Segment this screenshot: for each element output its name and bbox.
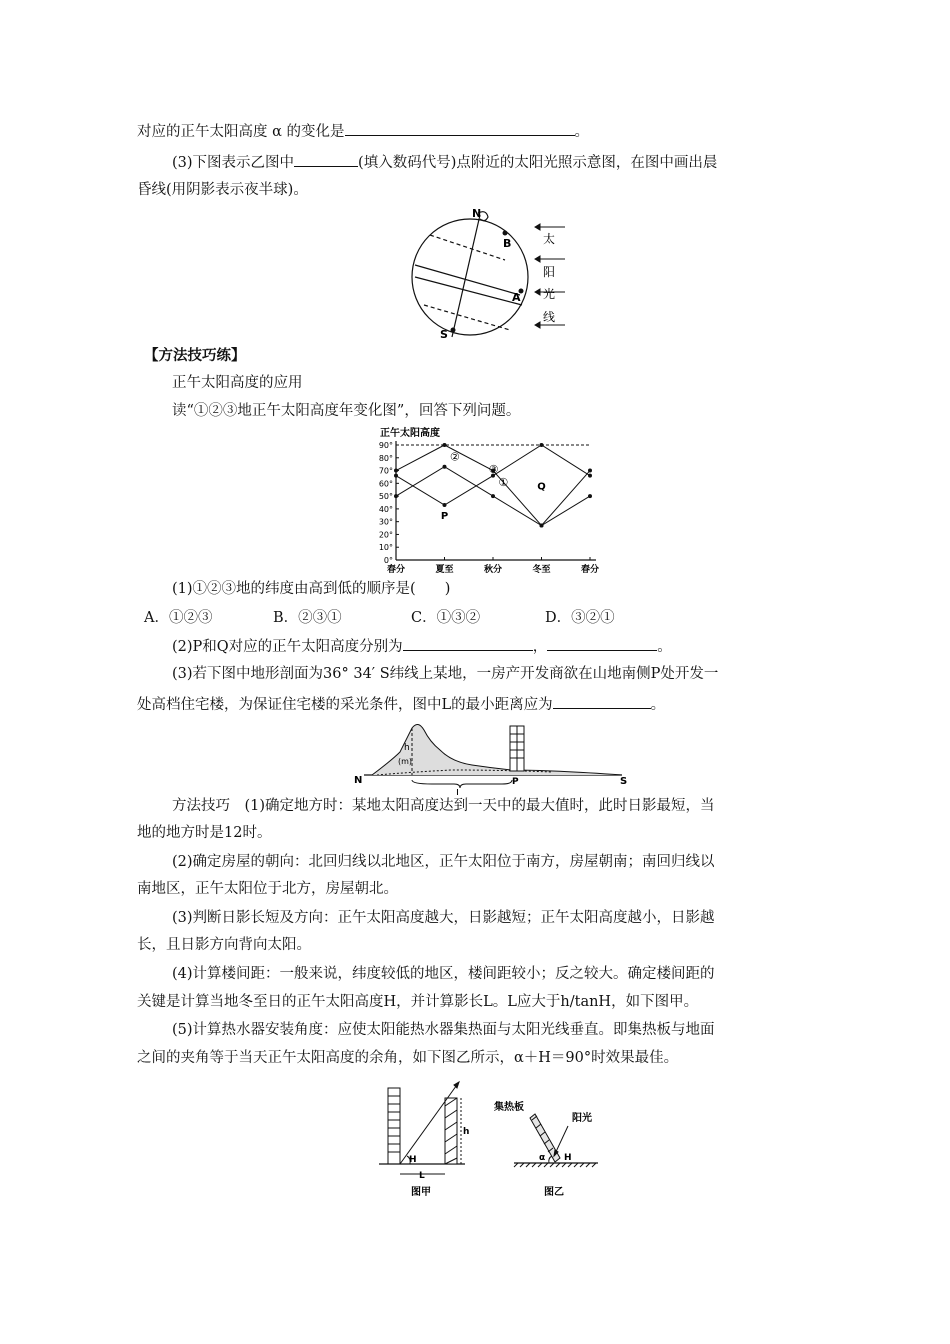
y-tick-label: 80° [378,453,393,463]
annotation-p: P [440,511,449,523]
series-label-3: ③ [488,463,499,477]
sunlight-char: 阳 [543,265,556,279]
text-span: 。 [574,124,590,140]
fig-b-label-alpha: α [539,1153,546,1163]
q1-line: (1)①②③地的纬度由高到低的顺序是( ) [172,581,451,597]
option-b[interactable]: B．②③① [273,610,342,626]
globe-label-n: N [472,207,482,220]
terrain-label-n: N [354,775,363,786]
q2-line [172,636,672,657]
data-point [588,469,592,473]
sunlight-char: 太 [543,232,556,246]
option-c[interactable]: C．①③② [411,610,481,626]
text-span: 对应的正午太阳高度 α 的变化是 [137,124,345,140]
tip-line: 南地区，正午太阳位于北方，房屋朝北。 [137,881,398,897]
text-span: 。 [650,697,666,713]
fig-a-label-l: L [419,1171,425,1181]
data-point [443,443,447,447]
q3b-line-2 [137,694,665,715]
chart-title: 正午太阳高度 [380,428,440,439]
globe-label-a: A [512,291,521,304]
text-line-3: 昏线(用阴影表示夜半球)。 [137,182,308,198]
fig-a-label-h-upper: H [409,1155,417,1165]
x-tick-label: 夏至 [435,565,454,575]
x-tick-label: 冬至 [532,565,551,575]
tip-line: (3)判断日影长短及方向：正午太阳高度越大，日影越短；正午太阳高度越小，日影越 [172,910,715,926]
topic-line: 正午太阳高度的应用 [172,375,303,391]
terrain-label-h: h [404,743,410,753]
terrain-label-l: L [456,788,462,795]
answer-blank[interactable] [345,121,575,136]
x-tick-label: 春分 [386,565,406,575]
terrain-label-m: (m) [398,757,413,766]
text-span: (2)P和Q对应的正午太阳高度分别为 [172,639,403,655]
fig-b-label-sun: 阳光 [572,1113,592,1124]
y-tick-label: 30° [378,517,393,527]
options-line [144,608,615,628]
x-tick-label: 秋分 [483,565,503,575]
y-tick-label: 10° [378,543,393,553]
y-tick-label: 50° [378,492,393,502]
fig-a-label-h-lower: h [463,1127,470,1137]
y-tick-label: 40° [378,504,393,514]
text-line-1 [137,121,589,142]
terrain-label-p: P [512,777,519,787]
text-span: (3)下图表示乙图中 [172,155,295,171]
answer-blank-q[interactable] [547,636,657,651]
read-line: 读“①②③地正午太阳高度年变化图”，回答下列问题。 [172,403,521,419]
y-tick-label: 90° [378,441,393,450]
data-point [443,465,447,469]
y-tick-label: 20° [378,530,393,540]
data-point [394,494,398,498]
tip-line: 之间的夹角等于当天正午太阳高度的余角，如下图乙所示，α＋H＝90°时效果最佳。 [137,1050,679,1066]
text-span: ， [532,639,548,655]
answer-blank-p[interactable] [403,636,533,651]
fig-b-label-h: H [564,1153,572,1163]
fig-a-caption: 图甲 [411,1187,431,1198]
globe-label-s: S [440,328,448,341]
q3b-line-1: (3)若下图中地形剖面为36° 34′ S纬线上某地，一房产开发商欲在山地南侧P处开发一 [172,666,719,682]
answer-blank-l[interactable] [553,694,651,709]
sunlight-char: 光 [543,287,556,301]
tip-line: 关键是计算当地冬至日的正午太阳高度H，并计算影长L。L应大于h/tanH，如下图甲。 [137,994,699,1010]
figure-b [492,1098,612,1198]
option-a[interactable]: A．①②③ [144,610,213,626]
text-span: 处高档住宅楼，为保证住宅楼的采光条件，图中L的最小距离应为 [137,697,553,713]
noon-altitude-chart [368,426,610,578]
answer-blank[interactable] [294,152,358,167]
data-point [540,443,544,447]
text-span: (填入数码代号)点附近的太阳光照示意图，在图中画出晨 [358,155,718,171]
tip-line: 长，且日影方向背向太阳。 [137,937,311,953]
fig-b-caption: 图乙 [544,1187,564,1198]
terrain-profile [352,720,634,795]
tip-line: (5)计算热水器安装角度：应使太阳能热水器集热面与太阳光线垂直。即集热板与地面 [172,1022,715,1038]
section-title: 【方法技巧练】 [144,347,246,364]
data-point [588,474,592,478]
fig-b-label-panel: 集热板 [494,1102,524,1113]
y-tick-label: 60° [378,479,393,489]
data-point [394,474,398,478]
series-label-2: ② [449,450,460,464]
data-point [540,524,544,528]
series-label-1: ① [498,475,509,489]
y-tick-label: 0° [383,556,393,565]
text-line-2 [172,152,717,173]
data-point [588,494,592,498]
tip-line: (4)计算楼间距：一般来说，纬度较低的地区，楼间距较小；反之较大。确定楼间距的 [172,966,715,982]
tip-line: (2)确定房屋的朝向：北回归线以北地区，正午太阳位于南方，房屋朝南；南回归线以 [172,854,715,870]
tip-line: 地的地方时是12时。 [137,825,272,841]
tip-line: 方法技巧 (1)确定地方时：某地太阳高度达到一天中的最大值时，此时日影最短，当 [172,798,715,814]
x-tick-label: 春分 [580,565,600,575]
globe-label-b: B [503,237,512,250]
option-d[interactable]: D．③②① [545,610,615,626]
annotation-q: Q [537,481,546,493]
data-point [491,494,495,498]
text-span: 。 [657,639,672,655]
data-point [443,503,447,507]
y-tick-label: 70° [378,466,393,476]
terrain-label-s: S [620,776,628,787]
globe-figure [410,205,580,341]
data-point [394,469,398,473]
figure-a [375,1078,475,1198]
sunlight-char: 线 [543,310,556,324]
